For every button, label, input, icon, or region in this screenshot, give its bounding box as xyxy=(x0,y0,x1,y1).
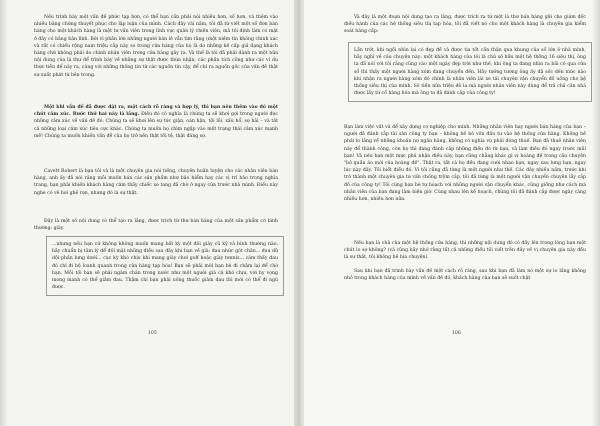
quote-box xyxy=(46,236,284,296)
page-number-left: 105 xyxy=(148,331,157,336)
left-page xyxy=(0,0,296,426)
paragraph-3: Cavett Robert là bạn tôi và là một chuyên gia nói tiếng, chuyên huấn luyện cho các nhân viên bán hàng, anh ấy đã nói rằng mỗi muốn bán các sản phẩm như bảo hiểm hay các vị trí bảo trong nghĩa trang, bạn phải khiến khách hàng cảm thấy chiếc xe tang đã chờ ở ngay cửa trước nhà mình. Điều này nghe có vẻ hơi ghê rợn, nhưng đó là sự thật. xyxy=(34,169,278,196)
quote-text: ...nhưng nếu bạn cứ không không muốn mang bất kỳ một đôi giày cũ kỹ và bình thường nào, hãy chuẩn bị tâm lý để đối mặt những điều sau đây khi bạn về già: đau nhức gót chân... đau dữ dội phần lưng dưới... cục kỳ khó chịu khi mang giày chơi golf hoặc giày tennis... cảm thấy đau đó chỉ đi bộ loanh quanh trong cửa hàng tạp hóa! Bạn sẽ phải mời bạn bè đi chậm lại để chờ bạn. Mỗi tối bạn sẽ phải ngâm chân trong nước như một người già cả khó chịu, với hy vọng mong manh có thể giảm đau. Thậm chí bạn phải uống thuốc giảm đau thì mới có thể đi ngủ được. xyxy=(52,242,278,291)
page-edge-left xyxy=(0,0,8,426)
paragraph-1: Nếu trình bày một vấn đề phức tạp hơn, có thể bạn cần phải nói nhiều hơn, số hơn, và thêm vào nhiều bằng chứng thuyết phục cho lập luận của mình. Cách đây vài năm, tôi đã từ viết một số đơn bán hàng cho một khách hàng là một tư vấn viên trong lĩnh vực quản lý chiến viên, mà tôi định làm có mặt ở đây có bằng bản lĩnh. Bởi vì phần lớn những người bán lẻ vẫn tìm rằng (một niềm tin không chính xác và rất có chiều rộng nam triệu cấp này so trong cửa hàng của họ là do những kẻ cấp giả dạng khách hàng chứ không phải do chính nhân viên trong cửa hàng gây ra. Và thế là tôi đã phải dành ra một nửa nội dung của lá thư để trình bày về những sự thật được thừa nhận, các phần tích công như các ví dụ thực tiễn để này ra, cùng với những thông tin từ các nguồn tin cậy, để chỉ ra nguồn gốc của vấn đề thật sự xuất phát từ bên trong. xyxy=(34,15,278,78)
paragraph-2: Bạn làm việc vất vả để xây dựng cơ nghiệp cho mình. Những nhân viên hay người bán hàng của bạn – người đã đánh cắp tài sản công ty bạn – không hề bỏ vốn đầu tư vào hệ thống cửa hàng. Không hề phải lo lắng về những khoản nợ ngân hàng, không có nghĩa vụ phải đóng thuế. Bạn đã thuê nhân viên này để thành công, còn họ thì đang đánh cắp những điều đó từ bạn, và làm điều đó ngay trước mũi bạn! Và nếu bạn một mực phủ nhận điều này, bạn cũng chẳng khác gì vị hoàng đế trong câu chuyện "bộ quần áo mới của hoàng đế". Thật ra, tất cả họ đều đang cười nhạo bạn, ngay sau lưng bạn, ngay lúc này đây. Tôi biết điều đó. Vì tôi cũng đã từng là một người như thế. Các đây nhiều năm, trước khi trở thành một chuyên gia tư vấn chống trộm cắp, tôi đã từng là một người vận chuyển chuyên lấy cắp đồ của công ty! Tôi cùng bạn bè tự hoạch với những người vận chuyển khác, cũng giống như cách mà nhân viên của bạn đang làm hiện giờ. Cùng nhau lên kế hoạch, chúng tôi đã đánh cắp được ngày càng nhiều hơn, nhiều hơn nữa. xyxy=(344,125,586,203)
paragraph-2 xyxy=(34,104,278,140)
example-box xyxy=(348,42,592,102)
page-number-right: 106 xyxy=(452,331,461,336)
paragraph-2-bold: Một khi vấn đề đã được đặt ra, một cách rõ ràng và hợp lý, thì bạn nên thêm vào đó một chút cảm xúc. Bước thứ hai này là lắng. xyxy=(34,105,278,118)
page-edge-right xyxy=(592,0,600,426)
paragraph-1: Và đây là một đoạn nội dung tạo ra lắng, được trích ra từ một lá thư bán hàng gửi cho giám đốc điều hành của các hệ thống siêu thị tạp hóa, tôi đã viết nó cho một khách hàng là chuyên gia kiểm soát hàng cấp: xyxy=(344,15,586,35)
paragraph-3: Nếu bạn là chủ của một hệ thống cửa hàng, thì những nội dung đó có đầy lên trong lòng bạn một chút lo sợ không? (và cũng hãy nhớ rằng tất cả những điều tôi viết trên đây về vị chuyên gia này đều là sự thật, tôi không hề bịa chuyện). xyxy=(344,241,586,261)
paragraph-2-rest: Điều đó có nghĩa là chúng ta sẽ khơi gợi trong người đọc những cảm xúc về vấn đề đó. Chúng ta sẽ khơi lên sự tức giận, oán hận, tội lỗi, xấu hổ, sợ hãi – và tất cả những loại cảm xúc tiêu cực khác. Chúng ta muốn họ chìm ngập vào một trạng thái cảm xúc mạnh mẽ! Chúng ta muốn khiến vấn đề của họ trở nên thật tồi tệ, thật đáng sợ. xyxy=(34,112,279,139)
paragraph-4: Đây là một số nội dung có thể tạo ra lắng, được trích từ thư bán hàng của một sản phẩm cờ bình thường: giày. xyxy=(34,219,278,232)
paragraph-4: Sau khi bạn đã trình bày vấn đề một cách rõ ràng, sau khi bạn đã làm nó một sự lo lắng không nhỏ trong khách hàng của mình về vấn đề đó, khách hàng của bạn sẽ suốt chật xyxy=(344,269,586,282)
example-text: Lần trớt, khi ngồi nhìn lại có đẹp đề và được tia tốt cần thận qua khung của số lớn ở nhà mình, hãy nghĩ về câu chuyện này: một khách hàng của tôi là chủ sở hữu một hệ thống 16 siêu thị, ông ta đã nói với tôi rằng cũng vào một ngày đẹp trời như thế, khi ông ta đang nhìn ra bãi cỏ qua cửa sổ thì thấy một người hàng xóm đang chuyển đến. Hãy tưởng tượng ông ấy đã sốc đến mức nào khi nhận ra người hàng xóm đó chính là nhân viên lái xe tải chuyên vận chuyển đồ uống cho hệ thống siêu thị của mình. Số tiền nửa triệu đô la mà người nhân viên này dùng để trả chả căn nhà được lấy từ cổ hàng hóa mà ông ta đã đánh cắp của công ty! xyxy=(354,48,586,97)
right-page xyxy=(304,0,600,426)
